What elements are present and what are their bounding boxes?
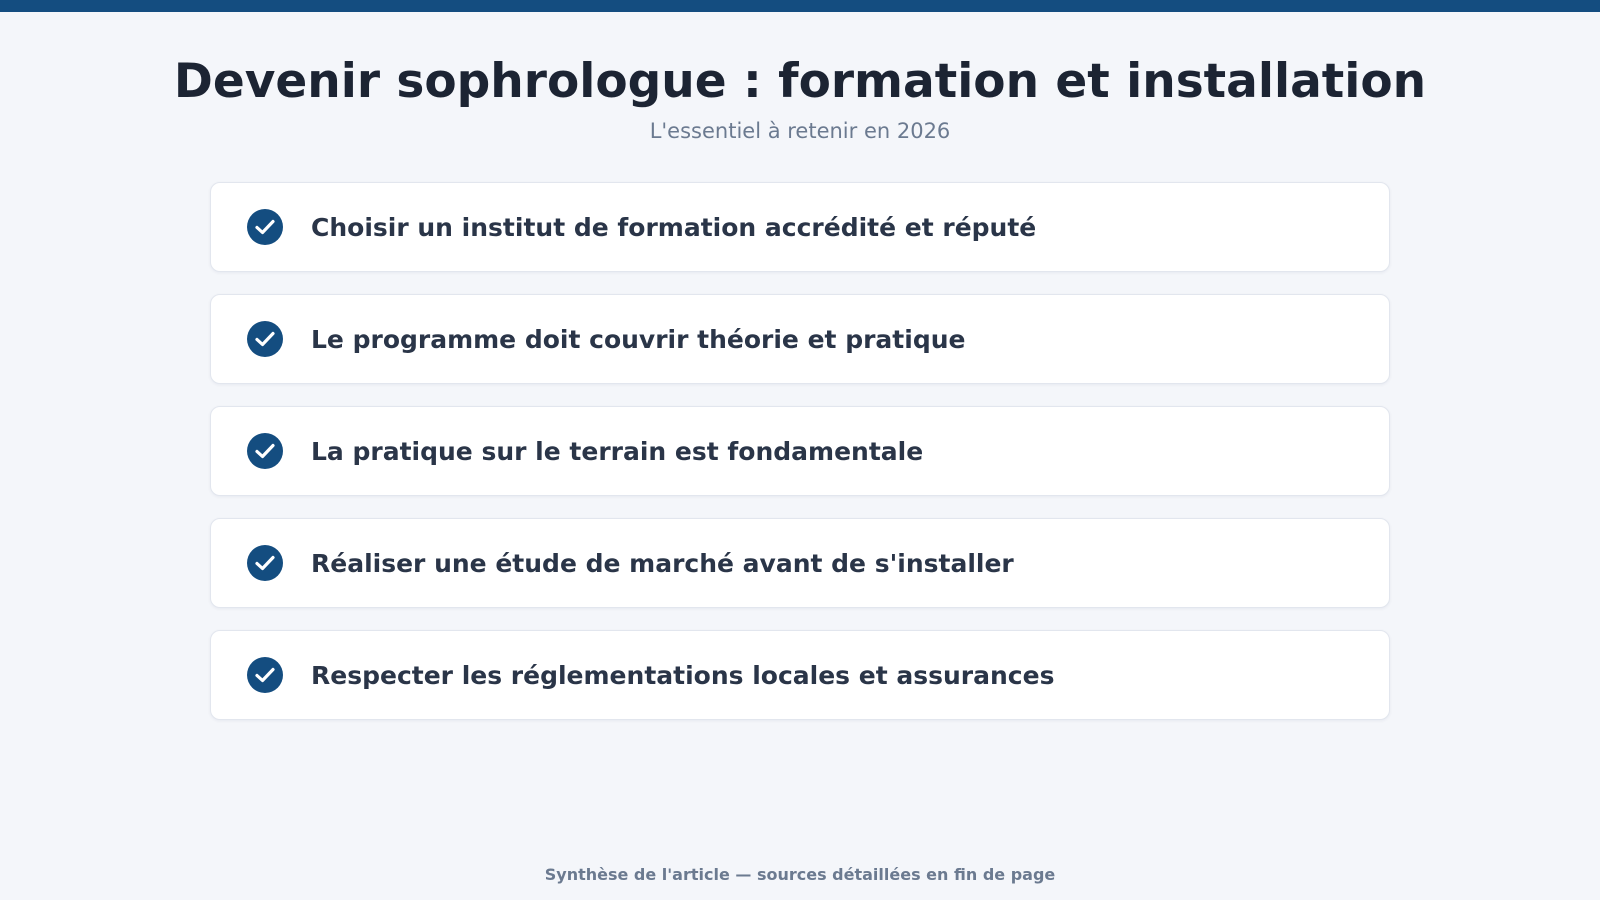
list-item — [210, 294, 1390, 384]
list-item-label: La pratique sur le terrain est fondamentale — [311, 436, 924, 466]
page-title: Devenir sophrologue : formation et installation — [173, 54, 1427, 109]
page-subtitle: L'essentiel à retenir en 2026 — [649, 119, 951, 143]
list-item-label: Respecter les réglementations locales et assurances — [311, 660, 1055, 690]
list-item — [210, 406, 1390, 496]
check-circle-icon — [247, 545, 283, 581]
list-item-label: Choisir un institut de formation accrédité et réputé — [311, 212, 1037, 242]
check-circle-icon — [247, 433, 283, 469]
check-circle-icon — [247, 209, 283, 245]
footer-note: Synthèse de l'article — sources détaillées en fin de page — [544, 865, 1056, 884]
key-points-list — [210, 182, 1390, 742]
top-accent-bar — [0, 0, 1600, 12]
list-item-label: Le programme doit couvrir théorie et pratique — [311, 324, 966, 354]
check-circle-icon — [247, 657, 283, 693]
list-item — [210, 630, 1390, 720]
check-circle-icon — [247, 321, 283, 357]
list-item — [210, 518, 1390, 608]
list-item — [210, 182, 1390, 272]
list-item-label: Réaliser une étude de marché avant de s'installer — [311, 548, 1014, 578]
